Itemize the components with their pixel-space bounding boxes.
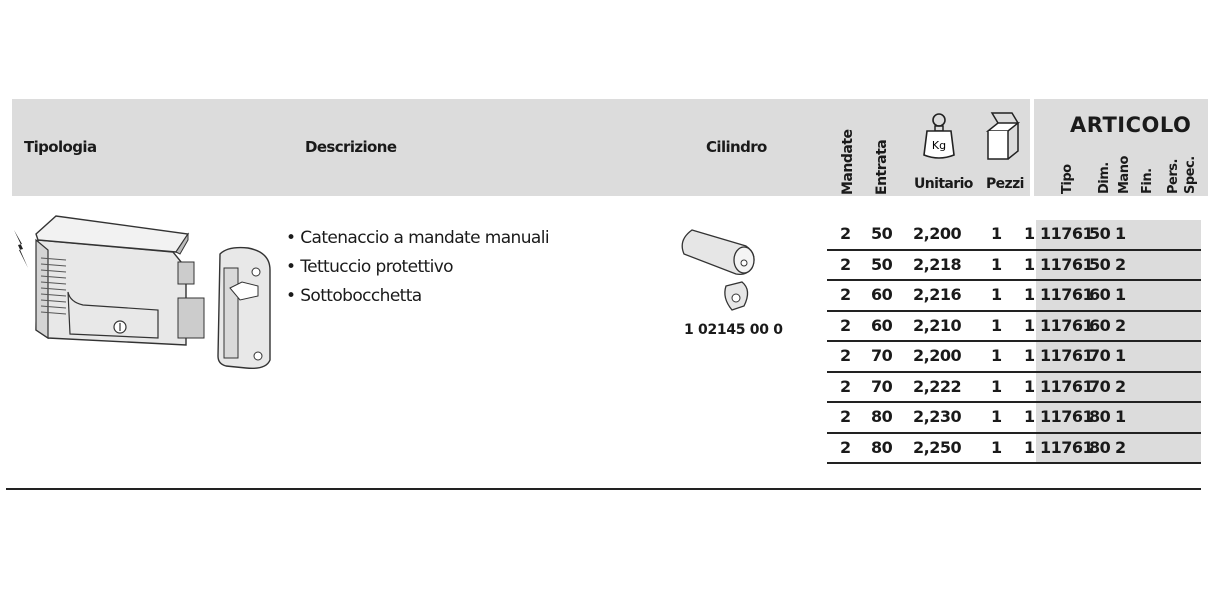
cell-dim: 50 [1089, 254, 1111, 274]
cell-dim: 50 [1089, 224, 1111, 243]
cell-tipo: 11761 [1040, 346, 1094, 365]
cylinder-illustration [680, 224, 762, 316]
cell-one: 1 [1024, 285, 1035, 304]
cell-pezzi: 1 [991, 346, 1002, 365]
cell-entrata: 80 [871, 407, 893, 426]
pers-header: Pers. [1166, 159, 1181, 194]
cell-unitario: 2,200 [913, 224, 962, 243]
cell-tipo: 11761 [1040, 285, 1094, 304]
cell-dim: 80 [1089, 437, 1111, 457]
cell-tipo: 11761 [1040, 254, 1094, 274]
cell-mandate: 2 [840, 407, 851, 426]
table-row [827, 312, 1201, 343]
article-table [827, 220, 1201, 464]
cell-fin: 2 [1115, 315, 1126, 335]
box-pieces-icon [984, 111, 1022, 163]
description-item: • Tettuccio protettivo [286, 257, 453, 277]
entrata-header: Entrata [874, 139, 890, 195]
cell-tipo: 11761 [1040, 224, 1094, 243]
cell-tipo: 11761 [1040, 437, 1094, 457]
table-row [827, 373, 1201, 404]
table-row [827, 251, 1201, 282]
cell-one: 1 [1024, 346, 1035, 365]
bottom-divider [6, 488, 1201, 490]
fin-header: Fin. [1140, 168, 1155, 194]
descrizione-header: Descrizione [305, 138, 397, 156]
cell-unitario: 2,200 [913, 346, 962, 365]
cell-dim: 60 [1089, 285, 1111, 304]
dim-header: Dim. [1097, 162, 1112, 194]
cell-fin: 2 [1115, 376, 1126, 396]
cell-pezzi: 1 [991, 254, 1002, 274]
cell-unitario: 2,230 [913, 407, 962, 426]
table-row [827, 403, 1201, 434]
cell-tipo: 11761 [1040, 315, 1094, 335]
mano-header: Mano [1117, 156, 1132, 194]
cell-pezzi: 1 [991, 315, 1002, 335]
cell-dim: 60 [1089, 315, 1111, 335]
cell-one: 1 [1024, 437, 1035, 457]
spec-header: Spec. [1183, 156, 1198, 194]
table-row [827, 220, 1201, 251]
cell-unitario: 2,250 [913, 437, 962, 457]
cell-mandate: 2 [840, 285, 851, 304]
cell-fin: 2 [1115, 254, 1126, 274]
cell-one: 1 [1024, 224, 1035, 243]
cell-entrata: 50 [871, 254, 893, 274]
cell-pezzi: 1 [991, 285, 1002, 304]
cell-one: 1 [1024, 315, 1035, 335]
cell-entrata: 70 [871, 346, 893, 365]
description-list [286, 228, 549, 315]
electric-bolt-icon [14, 230, 28, 268]
mandate-header: Mandate [840, 129, 856, 195]
description-item: • Sottobocchetta [286, 286, 422, 306]
cell-entrata: 60 [871, 285, 893, 304]
electric-lock-illustration [8, 210, 278, 375]
cell-dim: 80 [1089, 407, 1111, 426]
cylinder-code: 1 02145 00 0 [684, 322, 783, 338]
kg-label: Kg [931, 139, 947, 152]
cell-mandate: 2 [840, 254, 851, 274]
cell-pezzi: 1 [991, 437, 1002, 457]
cell-unitario: 2,210 [913, 315, 962, 335]
cell-entrata: 60 [871, 315, 893, 335]
cell-mandate: 2 [840, 437, 851, 457]
cell-one: 1 [1024, 376, 1035, 396]
cell-fin: 1 [1115, 224, 1126, 243]
table-row [827, 281, 1201, 312]
unitario-header: Unitario [914, 176, 973, 192]
articolo-header: ARTICOLO [1070, 113, 1192, 137]
cell-tipo: 11761 [1040, 376, 1094, 396]
cell-entrata: 80 [871, 437, 893, 457]
cell-dim: 70 [1089, 346, 1111, 365]
cell-pezzi: 1 [991, 224, 1002, 243]
cell-mandate: 2 [840, 315, 851, 335]
cell-fin: 2 [1115, 437, 1126, 457]
cell-one: 1 [1024, 254, 1035, 274]
weight-kg-icon [921, 111, 957, 163]
cell-fin: 1 [1115, 346, 1126, 365]
cell-entrata: 70 [871, 376, 893, 396]
tipo-header: Tipo [1060, 164, 1075, 194]
cilindro-header: Cilindro [706, 138, 767, 156]
cell-entrata: 50 [871, 224, 893, 243]
cell-pezzi: 1 [991, 407, 1002, 426]
cell-fin: 1 [1115, 407, 1126, 426]
table-row [827, 342, 1201, 373]
pezzi-header: Pezzi [986, 176, 1024, 192]
cell-one: 1 [1024, 407, 1035, 426]
cell-tipo: 11761 [1040, 407, 1094, 426]
cell-unitario: 2,216 [913, 285, 962, 304]
cell-unitario: 2,218 [913, 254, 962, 274]
cell-fin: 1 [1115, 285, 1126, 304]
cell-pezzi: 1 [991, 376, 1002, 396]
cell-dim: 70 [1089, 376, 1111, 396]
tipologia-header: Tipologia [24, 138, 97, 156]
cell-mandate: 2 [840, 346, 851, 365]
cell-mandate: 2 [840, 224, 851, 243]
table-row [827, 434, 1201, 465]
cell-mandate: 2 [840, 376, 851, 396]
cell-unitario: 2,222 [913, 376, 962, 396]
description-item: • Catenaccio a mandate manuali [286, 228, 549, 248]
